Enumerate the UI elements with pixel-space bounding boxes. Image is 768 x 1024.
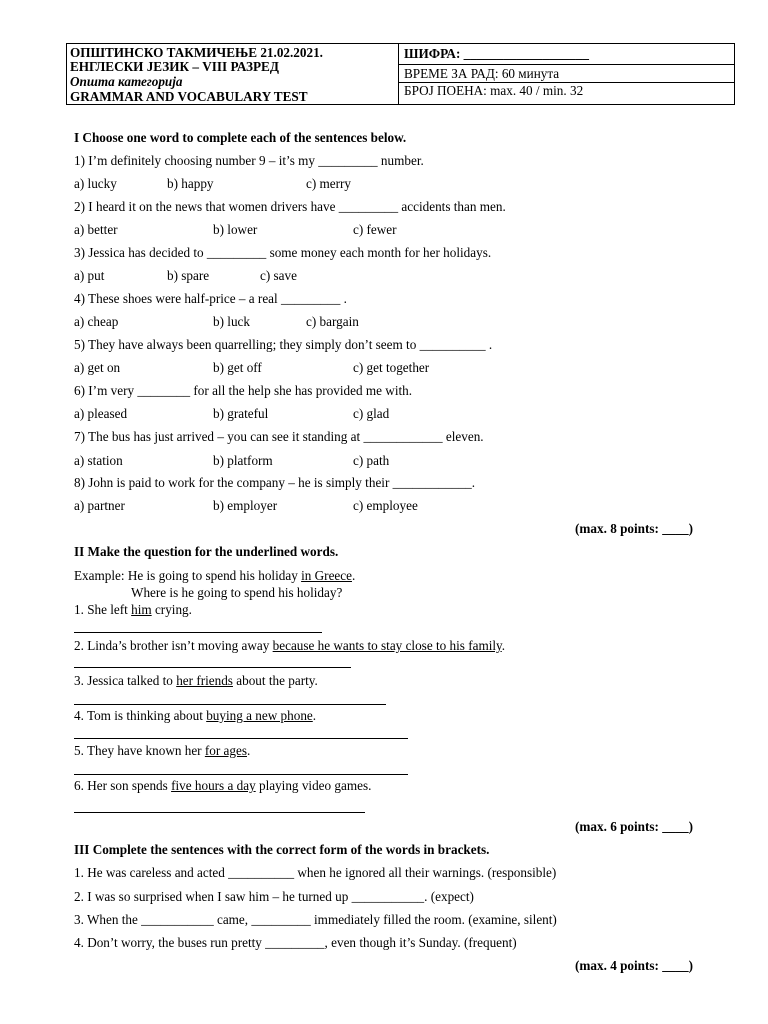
question-6: 6) I’m very ________ for all the help she has provided me with.	[74, 383, 413, 398]
option-4b: b) luck	[213, 314, 250, 329]
item-2-6: 6. Her son spends five hours a day playing video games.	[74, 778, 372, 793]
question-3: 3) Jessica has decided to _________ some money each month for her holidays.	[74, 245, 492, 260]
subject-grade: ЕНГЛЕСКИ ЈЕЗИК – VIII РАЗРЕД	[70, 59, 279, 74]
item-2-1: 1. She left him crying.	[74, 602, 192, 617]
competition-title: ОПШТИНСКО ТАКМИЧЕЊЕ 21.02.2021.	[70, 45, 323, 60]
item-2-5: 5. They have known her for ages.	[74, 743, 251, 758]
points-info: БРОЈ ПОЕНА: max. 40 / min. 32	[404, 83, 584, 98]
answer-line-3[interactable]	[74, 704, 386, 705]
option-7b: b) platform	[213, 453, 273, 468]
item-2-2: 2. Linda’s brother isn’t moving away because he wants to stay close to his family.	[74, 638, 506, 653]
item-3-2: 2. I was so surprised when I saw him – he turned up ___________. (expect)	[74, 889, 474, 904]
option-6c: c) glad	[353, 406, 390, 421]
header-divider	[398, 44, 399, 104]
option-8b: b) employer	[213, 498, 278, 513]
option-4c: c) bargain	[306, 314, 359, 329]
option-5b: b) get off	[213, 360, 262, 375]
item-2-3: 3. Jessica talked to her friends about the party.	[74, 673, 318, 688]
option-1b: b) happy	[167, 176, 214, 191]
question-4: 4) These shoes were half-price – a real _________ .	[74, 291, 347, 306]
section-2-points: (max. 6 points: ____)	[575, 819, 693, 834]
answer-line-1[interactable]	[74, 632, 322, 633]
answer-line-4[interactable]	[74, 738, 408, 739]
option-4a: a) cheap	[74, 314, 119, 329]
item-2-4: 4. Tom is thinking about buying a new phone.	[74, 708, 317, 723]
question-7: 7) The bus has just arrived – you can see it standing at ____________ eleven.	[74, 429, 484, 444]
option-2a: a) better	[74, 222, 118, 237]
section-3-points: (max. 4 points: ____)	[575, 958, 693, 973]
option-3c: c) save	[260, 268, 297, 283]
example-answer: Where is he going to spend his holiday?	[131, 585, 343, 600]
question-1: 1) I’m definitely choosing number 9 – it’s my _________ number.	[74, 153, 424, 168]
category: Општа категорија	[70, 74, 183, 89]
test-name: GRAMMAR AND VOCABULARY TEST	[70, 89, 308, 104]
option-3b: b) spare	[167, 268, 210, 283]
section-1-title: I Choose one word to complete each of the sentences below.	[74, 130, 407, 145]
option-6a: a) pleased	[74, 406, 128, 421]
time-limit: ВРЕМЕ ЗА РАД: 60 минута	[404, 66, 560, 81]
item-3-1: 1. He was careless and acted __________ when he ignored all their warnings. (responsible)	[74, 865, 557, 880]
example-sentence: Example: He is going to spend his holiday in Greece.	[74, 568, 356, 583]
answer-line-6[interactable]	[74, 812, 365, 813]
option-1c: c) merry	[306, 176, 352, 191]
option-3a: a) put	[74, 268, 105, 283]
answer-line-2[interactable]	[74, 667, 351, 668]
option-1a: a) lucky	[74, 176, 117, 191]
section-3-title: III Complete the sentences with the correct form of the words in brackets.	[74, 842, 490, 857]
section-2-title: II Make the question for the underlined words.	[74, 544, 339, 559]
item-3-4: 4. Don’t worry, the buses run pretty _________, even though it’s Sunday. (frequent)	[74, 935, 517, 950]
option-2c: c) fewer	[353, 222, 397, 237]
code-field[interactable]: ШИФРА: ___________________	[404, 46, 589, 61]
option-2b: b) lower	[213, 222, 258, 237]
item-3-3: 3. When the ___________ came, _________ immediately filled the room. (examine, silent)	[74, 912, 557, 927]
option-8c: c) employee	[353, 498, 418, 513]
question-8: 8) John is paid to work for the company – he is simply their ____________.	[74, 475, 476, 490]
question-5: 5) They have always been quarrelling; they simply don’t seem to __________ .	[74, 337, 493, 352]
option-5a: a) get on	[74, 360, 121, 375]
header-row-divider	[398, 64, 734, 65]
option-7c: c) path	[353, 453, 390, 468]
option-7a: a) station	[74, 453, 123, 468]
header-table	[66, 43, 735, 105]
answer-line-5[interactable]	[74, 774, 408, 775]
question-2: 2) I heard it on the news that women drivers have _________ accidents than men.	[74, 199, 506, 214]
option-6b: b) grateful	[213, 406, 269, 421]
option-8a: a) partner	[74, 498, 125, 513]
option-5c: c) get together	[353, 360, 430, 375]
section-1-points: (max. 8 points: ____)	[575, 521, 693, 536]
